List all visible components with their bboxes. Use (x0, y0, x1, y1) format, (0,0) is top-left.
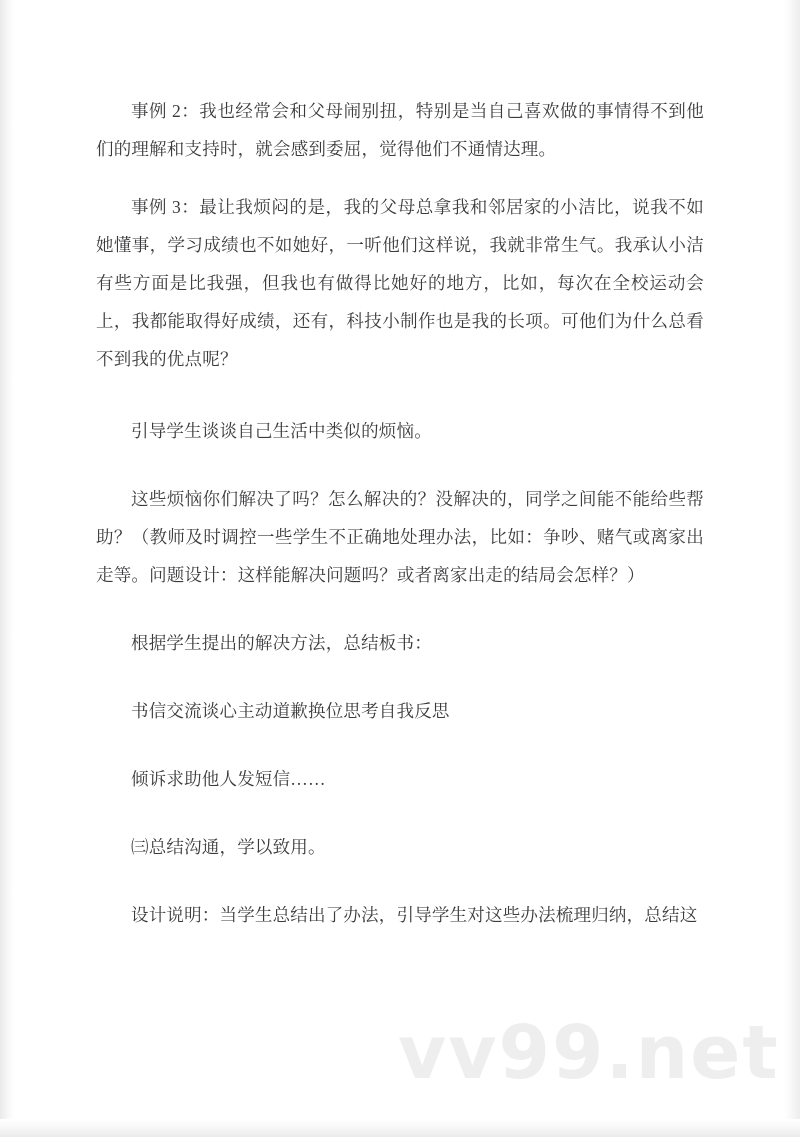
paragraph-methods-line-1: 书信交流谈心主动道歉换位思考自我反思 (131, 701, 450, 721)
page-edge-bottom (0, 1119, 800, 1137)
paragraph-section-three: ㈢总结沟通，学以致用。 (131, 837, 326, 857)
document-body (96, 92, 704, 934)
paragraph-methods-line-2: 倾诉求助他人发短信…… (131, 769, 326, 789)
paragraph-summary-board: 根据学生提出的解决方法，总结板书： (131, 633, 432, 653)
watermark-text: vv99.net (398, 1010, 780, 1096)
paragraph-spacer (96, 450, 704, 480)
paragraph-spacer (96, 866, 704, 896)
paragraph-spacer (96, 798, 704, 828)
paragraph-case-3: 事例 3：最让我烦闷的是，我的父母总拿我和邻居家的小洁比，说我不如她懂事，学习成绩也不如她好，一听他们这样说，我就非常生气。我承认小洁有些方面是比我强，但我也有做得比她好的地方，比如，每次在全校运动会上，我都能取得好成绩，还有，科技小制作也是我的长项。可他们为什么总看不到我的优点呢？ (96, 197, 704, 369)
paragraph-spacer (96, 662, 704, 692)
paragraph-discussion-prompt: 这些烦恼你们解决了吗？怎么解决的？没解决的，同学之间能不能给些帮助？（教师及时调控一些学生不正确地处理办法，比如：争吵、赌气或离家出走等。问题设计：这样能解决问题吗？或者离家出走的结局会怎样？） (96, 489, 704, 585)
paragraph-guide-students: 引导学生谈谈自己生活中类似的烦恼。 (131, 421, 432, 441)
paragraph-design-note: 设计说明：当学生总结出了办法，引导学生对这些办法梳理归纳，总结这 (131, 905, 698, 925)
page-edge-right (784, 0, 800, 1137)
paragraph-spacer (96, 594, 704, 624)
paragraph-spacer (96, 378, 704, 412)
paragraph-spacer (96, 168, 704, 188)
page-edge-left (0, 0, 14, 1137)
paragraph-spacer (96, 730, 704, 760)
paragraph-case-2: 事例 2：我也经常会和父母闹别扭，特别是当自己喜欢做的事情得不到他们的理解和支持时，就会感到委屈，觉得他们不通情达理。 (96, 101, 704, 159)
